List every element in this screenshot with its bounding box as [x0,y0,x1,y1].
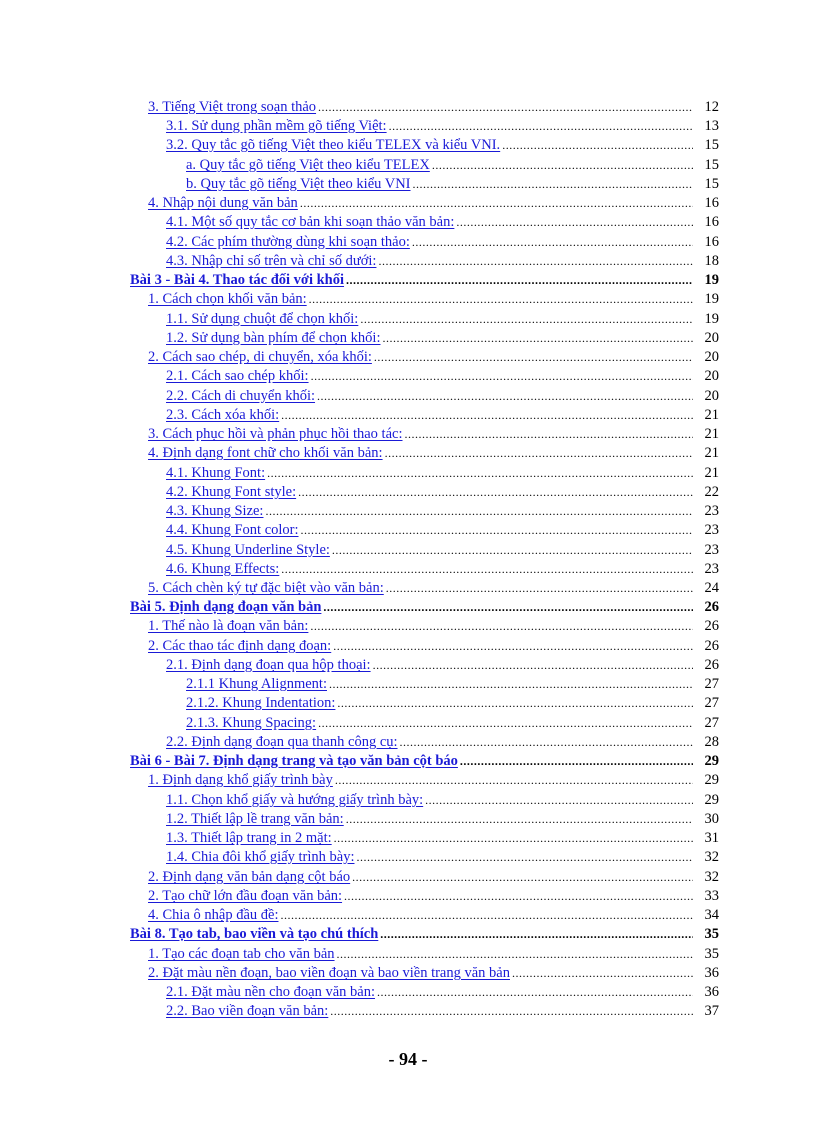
toc-entry-page: 33 [704,888,719,904]
toc-dot-leader [309,291,693,307]
toc-dot-leader [377,984,693,1000]
toc-entry-title[interactable]: 2.1.3. Khung Spacing: [186,715,317,731]
toc-dot-leader [267,465,693,481]
toc-entry[interactable] [148,904,719,923]
toc-entry-page: 21 [704,465,719,481]
toc-dot-leader [298,484,693,500]
toc-entry-title[interactable]: 1.4. Chia đôi khổ giấy trình bày: [166,849,355,865]
toc-entry-title[interactable]: 1. Tạo các đoạn tab cho văn bản [148,946,335,962]
toc-entry-title[interactable]: 1. Thế nào là đoạn văn bản: [148,618,309,634]
toc-entry-page: 15 [704,157,719,173]
toc-entry-page: 16 [704,214,719,230]
toc-entry[interactable] [148,577,719,596]
toc-entry-title[interactable]: 2.2. Bao viền đoạn văn bản: [166,1003,329,1019]
toc-entry-page: 13 [704,118,719,134]
toc-entry-title[interactable]: 4.3. Khung Size: [166,503,264,519]
toc-entry[interactable] [186,173,719,192]
toc-entry-page: 15 [704,137,719,153]
toc-entry-page: 23 [704,542,719,558]
toc-entry-page: 20 [704,388,719,404]
toc-entry-title[interactable]: 2.1.2. Khung Indentation: [186,695,336,711]
toc-dot-leader [456,214,693,230]
toc-entry-page: 35 [704,926,719,942]
toc-entry-page: 19 [704,311,719,327]
toc-entry-page: 21 [704,426,719,442]
toc-entry[interactable] [148,885,719,904]
toc-entry-title[interactable]: 4.1. Khung Font: [166,465,266,481]
toc-entry-title[interactable]: 4.3. Nhập chỉ số trên và chỉ số dưới: [166,253,377,269]
toc-dot-leader [337,695,693,711]
toc-entry-page: 21 [704,407,719,423]
toc-entry-page: 35 [704,946,719,962]
toc-entry[interactable] [166,827,719,846]
toc-dot-leader [265,503,693,519]
toc-dot-leader [346,811,693,827]
toc-dot-leader [335,772,693,788]
toc-entry-page: 31 [704,830,719,846]
toc-dot-leader [432,157,693,173]
toc-entry[interactable] [186,712,719,731]
toc-entry-page: 32 [704,869,719,885]
toc-entry-page: 16 [704,195,719,211]
toc-entry-title[interactable]: 3.1. Sử dụng phần mềm gõ tiếng Việt: [166,118,387,134]
toc-entry[interactable] [166,134,719,153]
toc-entry-page: 26 [704,618,719,634]
toc-entry-title[interactable]: 2. Các thao tác định dạng đoạn: [148,638,332,654]
toc-dot-leader [333,638,693,654]
toc-dot-leader [389,118,693,134]
toc-entry-title[interactable]: 2.1.1 Khung Alignment: [186,676,327,692]
toc-entry[interactable] [148,635,719,654]
toc-dot-leader [502,137,693,153]
toc-dot-leader [300,195,693,211]
toc-entry-title[interactable]: 4.6. Khung Effects: [166,561,280,577]
toc-dot-leader [311,368,693,384]
toc-entry-title[interactable]: 2.2. Định dạng đoạn qua thanh công cụ: [166,734,398,750]
toc-dot-leader [405,426,694,442]
toc-entry[interactable] [148,962,719,981]
toc-entry-title[interactable]: 2.1. Định dạng đoạn qua hộp thoại: [166,657,371,673]
toc-entry[interactable] [166,365,719,384]
toc-entry[interactable] [166,731,719,750]
toc-entry[interactable] [166,500,719,519]
toc-entry[interactable] [130,923,719,942]
toc-entry-title[interactable]: 2. Cách sao chép, di chuyển, xóa khối: [148,349,372,365]
toc-entry-title[interactable]: 4.5. Khung Underline Style: [166,542,330,558]
toc-entry-title[interactable]: 4.1. Một số quy tắc cơ bản khi soạn thảo văn bản: [166,214,455,230]
toc-dot-leader [360,311,693,327]
toc-entry-page: 27 [704,715,719,731]
toc-entry-page: 23 [704,561,719,577]
toc-dot-leader [344,888,693,904]
toc-entry-title[interactable]: 2. Tạo chữ lớn đầu đoạn văn bản: [148,888,343,904]
toc-dot-leader [281,407,693,423]
toc-entry[interactable] [166,250,719,269]
toc-entry-page: 36 [704,965,719,981]
toc-entry-title[interactable]: 1.3. Thiết lập trang in 2 mặt: [166,830,332,846]
toc-entry[interactable] [166,981,719,1000]
toc-dot-leader [425,792,693,808]
toc-entry-page: 36 [704,984,719,1000]
toc-dot-leader [346,272,693,288]
toc-entry-title[interactable]: 3. Cách phục hồi và phản phục hồi thao tác: [148,426,403,442]
toc-dot-leader [512,965,693,981]
toc-dot-leader [380,926,693,942]
toc-entry-page: 15 [704,176,719,192]
toc-entry-page: 29 [704,753,719,769]
toc-entry[interactable] [186,154,719,173]
toc-entry-page: 19 [704,272,719,288]
toc-dot-leader [280,907,693,923]
toc-entry-page: 22 [704,484,719,500]
toc-entry[interactable] [166,654,719,673]
toc-entry-title[interactable]: 5. Cách chèn ký tự đặc biệt vào văn bản: [148,580,384,596]
toc-entry[interactable] [148,346,719,365]
toc-entry-title[interactable]: a. Quy tắc gõ tiếng Việt theo kiểu TELEX [186,157,430,173]
toc-dot-leader [329,676,693,692]
toc-entry-title[interactable]: 2.2. Cách di chuyển khối: [166,388,316,404]
toc-entry[interactable] [130,269,719,288]
toc-entry-title[interactable]: 4. Nhập nội dung văn bản [148,195,298,211]
toc-entry-page: 32 [704,849,719,865]
toc-entry-title[interactable]: 3.2. Quy tắc gõ tiếng Việt theo kiểu TELEX và kiểu VNI. [166,137,501,153]
toc-entry-title[interactable]: 2.1. Đặt màu nền cho đoạn văn bản: [166,984,375,1000]
toc-entry[interactable] [166,846,719,865]
toc-dot-leader [385,445,693,461]
toc-entry-title[interactable]: 2.3. Cách xóa khối: [166,407,280,423]
toc-entry[interactable] [148,866,719,885]
toc-entry[interactable] [166,115,719,134]
toc-entry-title[interactable]: 4.2. Khung Font style: [166,484,297,500]
toc-entry-page: 19 [704,291,719,307]
toc-entry[interactable] [166,231,719,250]
toc-entry-title[interactable]: 4.4. Khung Font color: [166,522,299,538]
toc-dot-leader [374,349,693,365]
toc-entry[interactable] [148,943,719,962]
toc-entry[interactable] [166,385,719,404]
toc-entry-page: 24 [704,580,719,596]
toc-entry[interactable] [148,192,719,211]
toc-entry-title[interactable]: 2. Đặt màu nền đoạn, bao viền đoạn và bao viền trang văn bản [148,965,510,981]
toc-entry[interactable] [166,1000,719,1019]
toc-dot-leader [337,946,693,962]
toc-entry-title[interactable]: b. Quy tắc gõ tiếng Việt theo kiểu VNI [186,176,411,192]
toc-entry[interactable] [166,558,719,577]
toc-entry[interactable] [166,808,719,827]
toc-entry[interactable] [148,769,719,788]
toc-entry-page: 28 [704,734,719,750]
toc-entry[interactable] [148,288,719,307]
toc-entry-page: 27 [704,676,719,692]
toc-entry-title[interactable]: Bài 5. Định dạng đoạn văn bản [130,599,322,615]
toc-entry[interactable] [166,211,719,230]
toc-entry-title[interactable]: 3. Tiếng Việt trong soạn thảo [148,99,317,115]
toc-entry[interactable] [166,481,719,500]
toc-entry-title[interactable]: 1.2. Sử dụng bàn phím để chọn khối: [166,330,381,346]
toc-entry-page: 27 [704,695,719,711]
toc-entry[interactable] [148,442,719,461]
toc-dot-leader [301,522,693,538]
toc-dot-leader [323,599,693,615]
toc-entry-title[interactable]: 2. Định dạng văn bản dạng cột báo [148,869,351,885]
page-number-footer: - 94 - [388,1049,428,1069]
toc-dot-leader [334,830,693,846]
toc-dot-leader [460,753,693,769]
toc-entry-page: 23 [704,522,719,538]
toc-dot-leader [400,734,693,750]
toc-entry[interactable] [148,96,719,115]
toc-entry[interactable] [148,615,719,634]
toc-entry-title[interactable]: 1. Định dạng khổ giấy trình bày [148,772,333,788]
toc-entry-page: 34 [704,907,719,923]
toc-entry-page: 18 [704,253,719,269]
toc-dot-leader [318,715,693,731]
toc-entry[interactable] [130,596,719,615]
toc-entry-title[interactable]: 1.1. Chọn khổ giấy và hướng giấy trình bày: [166,792,424,808]
toc-entry-page: 26 [704,657,719,673]
toc-entry[interactable] [166,327,719,346]
toc-entry[interactable] [148,423,719,442]
toc-entry[interactable] [166,462,719,481]
toc-entry-page: 21 [704,445,719,461]
toc-entry-page: 29 [704,772,719,788]
toc-entry-title[interactable]: 4. Định dạng font chữ cho khối văn bản: [148,445,383,461]
toc-entry[interactable] [166,539,719,558]
toc-entry[interactable] [166,519,719,538]
toc-entry-title[interactable]: 1.1. Sử dụng chuột để chọn khối: [166,311,359,327]
toc-dot-leader [281,561,693,577]
toc-dot-leader [318,99,693,115]
toc-entry-title[interactable]: 4.2. Các phím thường dùng khi soạn thảo: [166,234,410,250]
toc-dot-leader [356,849,693,865]
toc-entry-page: 20 [704,368,719,384]
toc-entry-title[interactable]: 2.1. Cách sao chép khối: [166,368,309,384]
toc-entry-page: 20 [704,349,719,365]
toc-entry-page: 26 [704,638,719,654]
toc-dot-leader [412,234,693,250]
toc-dot-leader [378,253,693,269]
toc-entry-title[interactable]: 1. Cách chọn khối văn bản: [148,291,307,307]
toc-entry-page: 37 [704,1003,719,1019]
toc-entry[interactable] [166,404,719,423]
toc-dot-leader [332,542,693,558]
toc-dot-leader [386,580,693,596]
toc-dot-leader [352,869,693,885]
toc-entry-page: 12 [704,99,719,115]
toc-entry-page: 20 [704,330,719,346]
toc-dot-leader [382,330,693,346]
toc-entry[interactable] [166,308,719,327]
toc-dot-leader [330,1003,693,1019]
toc-dot-leader [413,176,693,192]
toc-entry-page: 29 [704,792,719,808]
toc-entry-title[interactable]: Bài 6 - Bài 7. Định dạng trang và tạo văn bản cột báo [130,753,458,769]
toc-entry[interactable] [186,692,719,711]
toc-entry-title[interactable]: 4. Chia ô nhập đầu đề: [148,907,279,923]
toc-entry[interactable] [186,673,719,692]
toc-dot-leader [373,657,693,673]
toc-entry-title[interactable]: Bài 3 - Bài 4. Thao tác đối với khối [130,272,345,288]
toc-entry-page: 26 [704,599,719,615]
toc-entry[interactable] [166,789,719,808]
toc-entry-page: 23 [704,503,719,519]
toc-entry-title[interactable]: Bài 8. Tạo tab, bao viền và tạo chú thích [130,926,379,942]
toc-dot-leader [317,388,693,404]
toc-entry-page: 30 [704,811,719,827]
toc-entry-title[interactable]: 1.2. Thiết lập lề trang văn bản: [166,811,344,827]
toc-entry-page: 16 [704,234,719,250]
toc-entry[interactable] [130,750,719,769]
toc-dot-leader [310,618,693,634]
